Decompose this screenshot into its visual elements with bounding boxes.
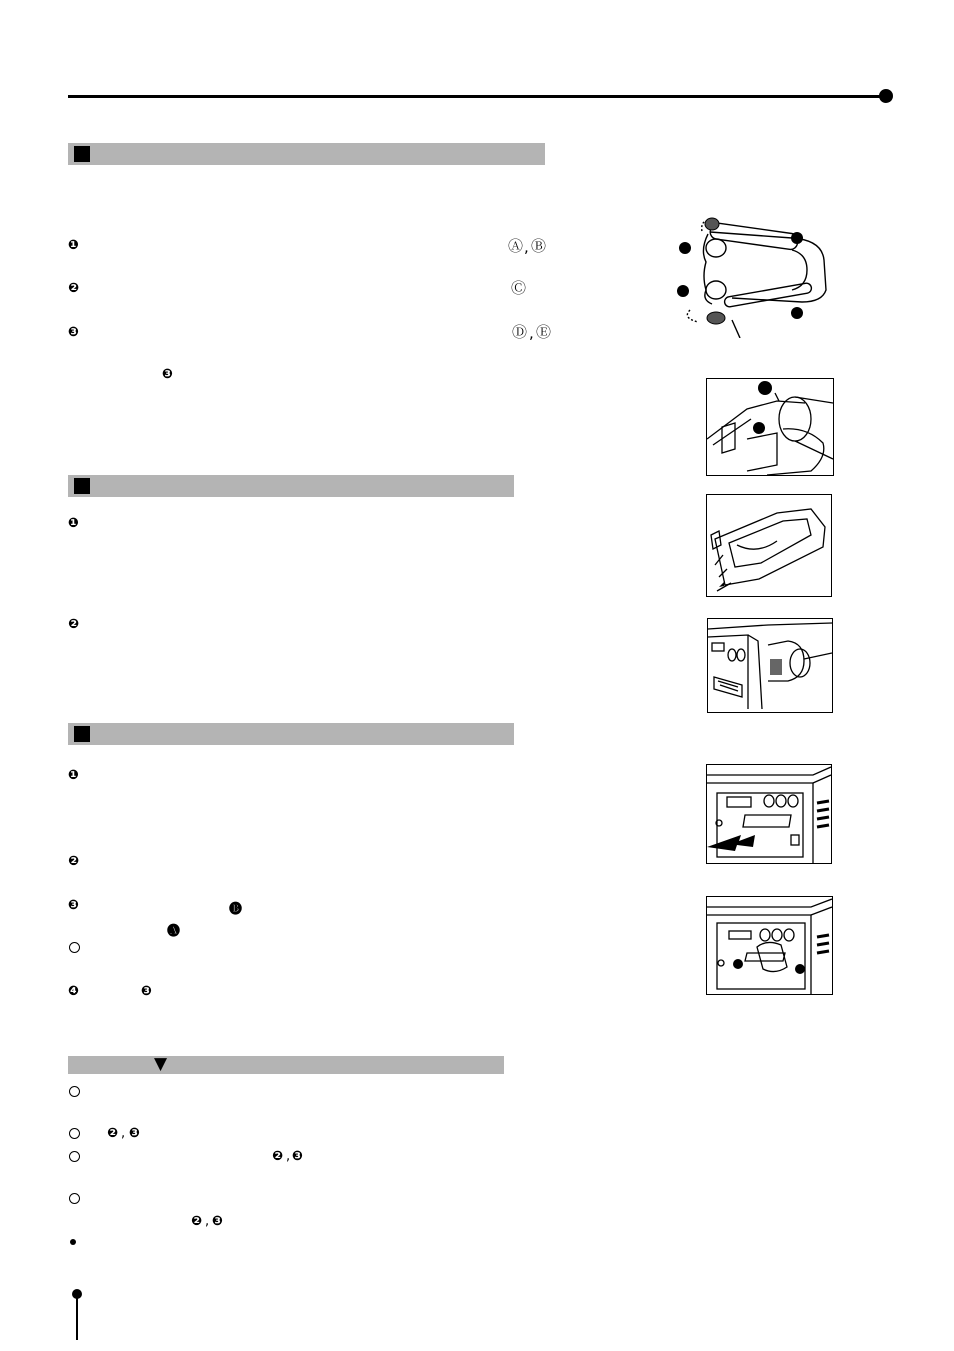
marker-A: Ⓐ bbox=[508, 237, 524, 255]
section-2-header-bar bbox=[68, 475, 514, 497]
step-1-marker: ❶ bbox=[68, 238, 80, 253]
ref-step-2-marker: ❷ bbox=[272, 1149, 284, 1164]
section-3-header-bar bbox=[68, 723, 514, 745]
marker-E: Ⓔ bbox=[536, 323, 552, 341]
marker-a: 🅐 bbox=[167, 924, 181, 939]
step-2-marker: ❷ bbox=[68, 281, 80, 296]
page-marker-line bbox=[76, 1298, 78, 1340]
printer-front-paper-insertion bbox=[706, 764, 832, 864]
step-1-marker: ❶ bbox=[68, 516, 80, 531]
ref-step-3-marker: ❸ bbox=[129, 1126, 141, 1141]
marker-b: 🅑 bbox=[229, 902, 243, 917]
ribbon-spool-detail bbox=[706, 378, 834, 476]
comma: , bbox=[205, 1214, 210, 1229]
comma: , bbox=[121, 1126, 126, 1141]
note-bullet-circle bbox=[69, 942, 80, 953]
step-1-marker: ❶ bbox=[68, 768, 80, 783]
marker-D: Ⓓ bbox=[512, 323, 528, 341]
marker-C: Ⓒ bbox=[511, 279, 527, 297]
step-3-marker: ❸ bbox=[68, 325, 80, 340]
step-2-marker: ❷ bbox=[68, 617, 80, 632]
step-3-marker: ❸ bbox=[68, 898, 80, 913]
header-rule bbox=[68, 95, 886, 98]
cassette-holder-loading bbox=[706, 494, 832, 597]
ref-step-2-marker: ❷ bbox=[191, 1214, 203, 1229]
ref-step-3-marker: ❸ bbox=[162, 367, 174, 382]
ref-step-2-marker: ❷ bbox=[107, 1126, 119, 1141]
printer-side-cassette-insertion bbox=[707, 618, 833, 713]
step-4-marker: ❹ bbox=[68, 984, 80, 999]
note-bullet-circle bbox=[69, 1193, 80, 1204]
section-3-square-icon bbox=[74, 726, 90, 742]
section-1-square-icon bbox=[74, 146, 90, 162]
section-2-square-icon bbox=[74, 478, 90, 494]
note-bullet-circle bbox=[69, 1086, 80, 1097]
ink-ribbon-cassette-diagram bbox=[672, 210, 832, 338]
ref-step-3-marker: ❸ bbox=[212, 1214, 224, 1229]
note-bullet-circle bbox=[69, 1151, 80, 1162]
comma: , bbox=[524, 238, 529, 256]
notes-header-bar bbox=[68, 1056, 504, 1074]
header-rule-end-dot bbox=[879, 89, 893, 103]
printer-front-button-press bbox=[706, 896, 833, 995]
comma: , bbox=[286, 1149, 291, 1164]
section-1-header-bar bbox=[68, 143, 545, 165]
step-2-marker: ❷ bbox=[68, 854, 80, 869]
ref-step-3-marker: ❸ bbox=[292, 1149, 304, 1164]
comma: , bbox=[529, 324, 534, 342]
marker-B: Ⓑ bbox=[531, 237, 547, 255]
note-bullet-circle bbox=[69, 1128, 80, 1139]
note-bullet-dot bbox=[70, 1239, 76, 1245]
ref-step-3-marker: ❸ bbox=[141, 984, 153, 999]
down-triangle-icon: ▼ bbox=[154, 1054, 168, 1074]
